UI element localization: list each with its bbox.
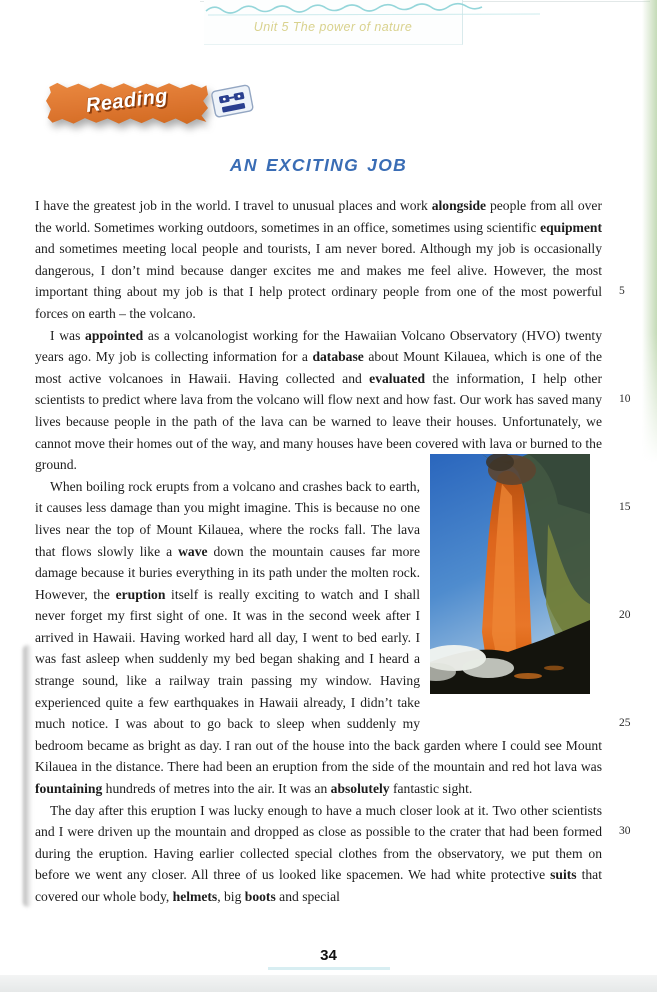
article-body bbox=[35, 195, 602, 908]
text-segment: When boiling rock erupts from a volcano and crashes back to earth, it causes less damage than you might imagine. This is because no one lives near the top of Mount Kilauea, where the rocks fall. The lava that flows slowly like a bbox=[35, 478, 420, 559]
article-paragraph bbox=[35, 325, 602, 476]
page-number-underline bbox=[268, 967, 390, 970]
vocabulary-term: helmets bbox=[172, 889, 218, 904]
vocabulary-term: eruption bbox=[115, 586, 166, 602]
text-segment: I was bbox=[50, 327, 86, 343]
vocabulary-term: wave bbox=[178, 543, 208, 559]
margin-line-number: 10 bbox=[619, 393, 631, 405]
vocabulary-term: boots bbox=[244, 889, 276, 904]
vocabulary-term: appointed bbox=[85, 327, 144, 343]
text-segment: people from all over the world. Sometimes working outdoors, sometimes in an office, sometimes using scientific bbox=[35, 198, 602, 235]
text-segment: about Mount Kilauea, which is one of the most active volcanoes in Hawaii. Having collected and bbox=[35, 349, 602, 386]
text-segment: as a volcanologist working for the Hawaiian Volcano Observatory (HVO) twenty years ago. My job is collecting information for a bbox=[35, 327, 602, 365]
text-segment: , big bbox=[217, 889, 245, 904]
vocabulary-term: absolutely bbox=[330, 781, 390, 797]
text-segment: hundreds of metres into the air. It was an bbox=[102, 781, 331, 797]
wave-line-icon bbox=[204, 2, 548, 18]
margin-line-number: 20 bbox=[619, 609, 631, 621]
reading-article bbox=[35, 155, 602, 908]
text-segment: down the mountain causes far more damage because it buries everything in its path under the molten rock. However, the bbox=[35, 543, 420, 602]
margin-line-number: 30 bbox=[619, 825, 631, 837]
text-segment: itself is really exciting to watch and I shall never forget my first sight of one. It was in the second week after I arrived in Hawaii. Having worked hard all day, I went to bed early. I was fast asleep when suddenly my bed began shaking and I heard a strange sound, like a railway train passing my window. Having experienced quite a few earthquakes in Hawaii already, I didn’t take much notice. I was about to go back to sleep when suddenly my bedroom became as bright as day. I ran out of the house into the back garden where I could see Mount Kilauea in the distance. There had been an eruption from the side of the mountain and red hot lava was bbox=[35, 586, 602, 775]
reading-banner-label: Reading bbox=[84, 85, 170, 117]
vocabulary-term: evaluated bbox=[369, 370, 426, 386]
text-segment: that covered our whole body, bbox=[35, 867, 602, 904]
vocabulary-term: equipment bbox=[540, 219, 602, 235]
text-segment: I have the greatest job in the world. I travel to unusual places and work bbox=[35, 198, 432, 213]
text-segment: The day after this eruption I was lucky enough to have a much closer look at it. Two other scientists and I were driven up the mountain and dropped as close as possible to the crater that had been formed during the eruption. Having earlier collected special clothes from the observatory, we put them on before we went any closer. All three of us looked like spacemen. We had white protective bbox=[35, 802, 602, 883]
text-segment: fantastic sight. bbox=[389, 781, 473, 797]
cassette-icon bbox=[209, 82, 256, 121]
vocabulary-term: database bbox=[312, 349, 364, 365]
page-edge-shadow-left bbox=[23, 645, 32, 907]
text-segment: and special bbox=[275, 889, 340, 904]
margin-line-number: 15 bbox=[619, 501, 631, 513]
volcano-photo bbox=[430, 454, 590, 694]
unit-title: Unit 5 The power of nature bbox=[253, 20, 413, 34]
page-edge-shadow-bottom bbox=[0, 975, 657, 992]
vocabulary-term: alongside bbox=[431, 198, 487, 213]
reading-section-banner bbox=[46, 82, 208, 124]
text-segment: and sometimes meeting local people and tourists, I am never bored. Although my job is occasionally dangerous, I don’t mind because danger excites me and makes me feel alive. However, the most important thing about my job is that I help protect ordinary people from one of the most powerful forces on earth – the volcano. bbox=[35, 241, 602, 321]
text-segment: the information, I help other scientists to predict where lava from the volcano will flow next and how fast. Our work has saved many lives because people in the path of the lava can be warned to leave their houses. Unfortunately, we cannot move their homes out of the way, and many houses have been covered with lava or burned to the ground. bbox=[35, 370, 602, 473]
margin-line-number: 25 bbox=[619, 717, 631, 729]
volcano-eruption-illustration bbox=[430, 454, 590, 694]
vocabulary-term: fountaining bbox=[35, 781, 103, 797]
vocabulary-term: suits bbox=[550, 867, 577, 883]
margin-line-number: 5 bbox=[619, 285, 625, 297]
article-paragraph bbox=[35, 800, 602, 908]
article-title: AN EXCITING JOB bbox=[229, 155, 408, 175]
page-number: 34 bbox=[320, 947, 337, 964]
article-paragraph bbox=[35, 195, 602, 325]
